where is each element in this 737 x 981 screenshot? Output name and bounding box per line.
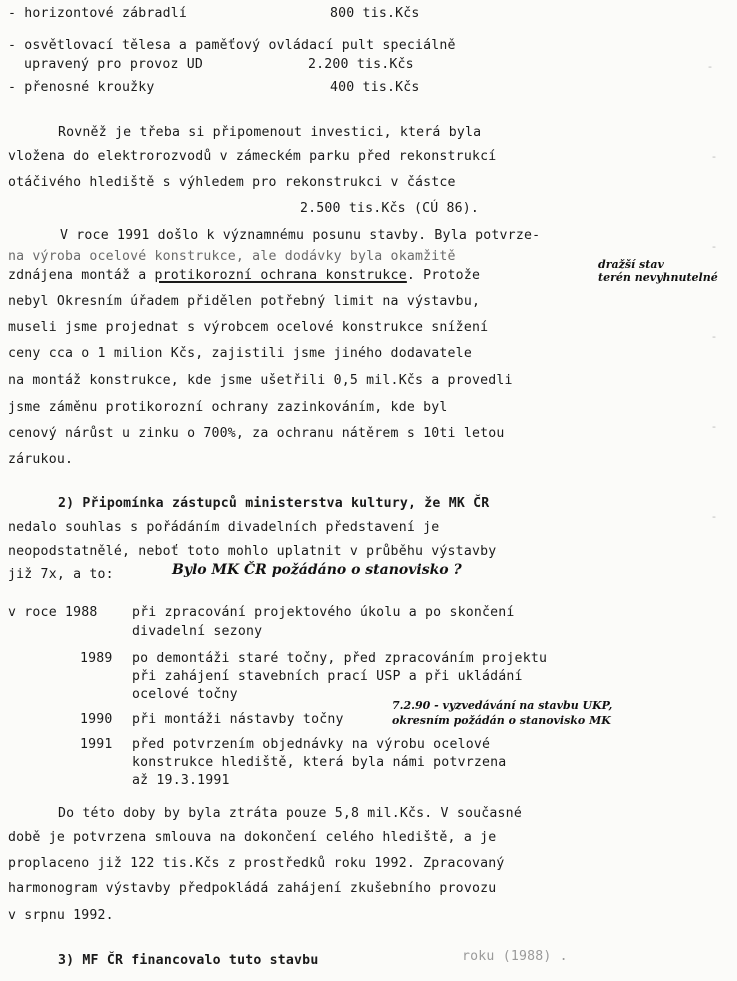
para2-line-5: museli jsme projednat s výrobcem ocelové konstrukce snížení [8,320,489,335]
event-1990-text-1: při montáži nástavby točny [132,712,344,727]
para2-line-4: nebyl Okresním úřadem přidělen potřebný limit na výstavbu, [8,294,481,309]
event-1991-text-1: před potvrzením objednávky na výrobu ocelové [132,737,491,752]
para3-line-3: neopodstatnělé, neboť toto mohlo uplatnit v průběhu výstavby [8,544,497,559]
para3-line-4: již 7x, a to: [8,567,114,582]
item-1-amount: 800 tis.Kčs [330,6,420,21]
item-1-text: - horizontové zábradlí [8,6,188,21]
para2-line-2: na výroba ocelové konstrukce, ale dodávky byla okamžitě [8,249,456,264]
para2-line-6: ceny cca o 1 milion Kčs, zajistili jsme jiného dodavatele [8,346,472,361]
para1-line-4: 2.500 tis.Kčs (CÚ 86). [300,201,480,216]
para4-line-5: v srpnu 1992. [8,908,114,923]
handwritten-note-question: Bylo MK ČR požádáno o stanovisko ? [172,562,462,578]
para5-start: 3) MF ČR financovalo tuto stavbu [58,953,319,968]
event-1991-year: 1991 [80,737,113,752]
underlined-phrase: protikorozní ochrana konstrukce [154,268,407,283]
para5-end: roku (1988) . [462,949,568,964]
para3-line-1: 2) Připomínka zástupců ministerstva kultury, že MK ČR [58,496,490,511]
margin-mark: - [712,510,716,523]
para2-line-8: jsme záměnu protikorozní ochrany zazinkováním, kde byl [8,400,448,415]
para2-line-3-end: . Protože [406,268,481,283]
para2-line-9: cenový nárůst u zinku o 700%, za ochranu nátěrem s 10ti letou [8,426,505,441]
event-1989-year: 1989 [80,651,113,666]
event-1990-year: 1990 [80,712,113,727]
para3-line-2: nedalo souhlas s pořádáním divadelních představení je [8,520,440,535]
para1-line-1: Rovněž je třeba si připomenout investici, která byla [58,125,482,140]
margin-mark: - [712,150,716,163]
item-3-text: - přenosné kroužky [8,80,155,95]
para1-line-2: vložena do elektrorozvodů v zámeckém parku před rekonstrukcí [8,149,497,164]
event-1988-text-2: divadelní sezony [132,624,263,639]
item-2-amount: 2.200 tis.Kčs [308,57,414,72]
para1-line-3: otáčivého hlediště s výhledem pro rekonstrukci v částce [8,175,456,190]
event-1988-text-1: při zpracování projektového úkolu a po skončení [132,605,515,620]
para2-line-10: zárukou. [8,452,74,467]
margin-mark: - [708,60,712,73]
para4-line-3: proplaceno již 122 tis.Kčs z prostředků roku 1992. Zpracovaný [8,856,505,871]
event-1991-text-2: konstrukce hlediště, která byla námi potvrzena [132,755,507,770]
item-2-text: - osvětlovací tělesa a paměťový ovládací pult speciálně [8,38,456,53]
para2-line-3-start: zdnájena montáž a [8,268,147,283]
margin-mark: - [712,330,716,343]
margin-mark: - [712,240,716,253]
event-1989-text-2: při zahájení stavebních prací USP a při ukládání [132,669,523,684]
para4-line-1: Do této doby by byla ztráta pouze 5,8 mil.Kčs. V současné [58,806,522,821]
item-2-text-continued: upravený pro provoz UD [24,57,204,72]
handwritten-note-margin: dražší stav terén nevyhnutelné [598,258,718,284]
event-1989-text-3: ocelové točny [132,687,238,702]
margin-mark: - [712,420,716,433]
event-1989-text-1: po demontáži staré točny, před zpracováním projektu [132,651,548,666]
handwritten-note-1990: 7.2.90 - vyzvedávání na stavbu UKP, okresním požádán o stanovisko MK [392,699,613,727]
para4-line-2: době je potvrzena smlouva na dokončení celého hlediště, a je [8,830,497,845]
event-1988-year: v roce 1988 [8,605,98,620]
para2-line-3 [8,268,480,283]
para2-line-1: V roce 1991 došlo k významnému posunu stavby. Byla potvrze- [60,228,541,243]
item-3-amount: 400 tis.Kčs [330,80,420,95]
para4-line-4: harmonogram výstavby předpokládá zahájení zkušebního provozu [8,881,497,896]
event-1991-text-3: až 19.3.1991 [132,773,230,788]
para2-line-7: na montáž konstrukce, kde jsme ušetřili 0,5 mil.Kčs a provedli [8,373,513,388]
